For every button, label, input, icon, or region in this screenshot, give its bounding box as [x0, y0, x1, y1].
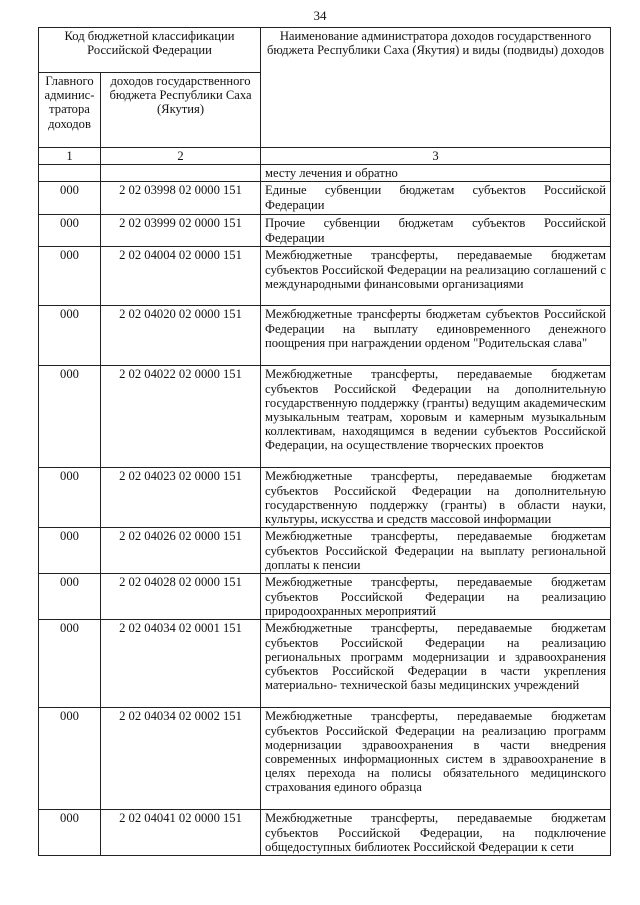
- header-classification-group: Код бюджетной классификации Российской Федерации: [39, 28, 261, 73]
- revenue-name-cell: Межбюджетные трансферты бюджетам субъектов Российской Федерации на выплату единовременного денежного поощрения при награждении орденом "Родительская слава": [261, 306, 611, 366]
- admin-code-cell: 000: [39, 620, 101, 708]
- continuation-name-cell: месту лечения и обратно: [261, 165, 611, 182]
- revenue-name-cell: Межбюджетные трансферты, передаваемые бюджетам субъектов Российской Федерации на дополнительную государственную поддержку (гранты) в области науки, культуры, искусства и средств массовой информации: [261, 468, 611, 528]
- revenue-name-cell: Межбюджетные трансферты, передаваемые бюджетам субъектов Российской Федерации на реализацию программ модернизации здравоохранения в части внедрения современных информационных систем в здравоохранение в целях перехода на полисы обязательного медицинского страхования единого образца: [261, 708, 611, 810]
- revenue-name-cell: Межбюджетные трансферты, передаваемые бюджетам субъектов Российской Федерации на реализацию соглашений с международными финансовыми организациями: [261, 247, 611, 306]
- admin-code-cell: 000: [39, 810, 101, 856]
- budget-classification-table: [38, 27, 611, 856]
- revenue-name-cell: Межбюджетные трансферты, передаваемые бюджетам субъектов Российской Федерации на выплату региональной доплаты к пенсии: [261, 528, 611, 574]
- table-row: [39, 215, 611, 247]
- revenue-code-cell: 2 02 04004 02 0000 151: [101, 247, 261, 306]
- revenue-name-cell: Межбюджетные трансферты, передаваемые бюджетам субъектов Российской Федерации на дополнительную государственную поддержку (гранты) ведущим академическим музыкальным театрам, хоровым и камерным музыкальным коллективам, находящимся в ведении субъектов Российской Федерации, на осуществление творческих проектов: [261, 366, 611, 468]
- revenue-code-cell: 2 02 04041 02 0000 151: [101, 810, 261, 856]
- revenue-code-cell: 2 02 04026 02 0000 151: [101, 528, 261, 574]
- admin-code-cell: 000: [39, 574, 101, 620]
- admin-code-cell: 000: [39, 468, 101, 528]
- page-number: 34: [313, 8, 327, 23]
- column-number-3: 3: [261, 148, 611, 165]
- admin-code-cell: 000: [39, 215, 101, 247]
- header-revenue-column: доходов государственного бюджета Республики Саха (Якутия): [101, 73, 261, 148]
- revenue-code-cell: 2 02 03999 02 0000 151: [101, 215, 261, 247]
- revenue-code-cell: 2 02 04034 02 0001 151: [101, 620, 261, 708]
- revenue-name-cell: Прочие субвенции бюджетам субъектов Российской Федерации: [261, 215, 611, 247]
- revenue-code-cell: 2 02 03998 02 0000 151: [101, 182, 261, 215]
- admin-code-cell: 000: [39, 708, 101, 810]
- admin-code-cell: 000: [39, 182, 101, 215]
- header-admin-column: Главного админис-тратора доходов: [39, 73, 101, 148]
- table-row: [39, 468, 611, 528]
- continuation-code-cell: [101, 165, 261, 182]
- table-row: [39, 810, 611, 856]
- column-number-row: [39, 148, 611, 165]
- header-name-column: Наименование администратора доходов государственного бюджета Республики Саха (Якутия) и виды (подвиды) доходов: [261, 28, 611, 148]
- revenue-code-cell: 2 02 04023 02 0000 151: [101, 468, 261, 528]
- table-row: [39, 528, 611, 574]
- revenue-name-cell: Межбюджетные трансферты, передаваемые бюджетам субъектов Российской Федерации, на подключение общедоступных библиотек Российской Федерации к сети: [261, 810, 611, 856]
- table-row: [39, 306, 611, 366]
- continuation-row: [39, 165, 611, 182]
- table-row: [39, 708, 611, 810]
- header-row-group: [39, 28, 611, 73]
- column-number-2: 2: [101, 148, 261, 165]
- table-row: [39, 574, 611, 620]
- admin-code-cell: 000: [39, 366, 101, 468]
- admin-code-cell: 000: [39, 247, 101, 306]
- revenue-name-cell: Межбюджетные трансферты, передаваемые бюджетам субъектов Российской Федерации на реализацию природоохранных мероприятий: [261, 574, 611, 620]
- table-row: [39, 366, 611, 468]
- revenue-code-cell: 2 02 04020 02 0000 151: [101, 306, 261, 366]
- continuation-admin-cell: [39, 165, 101, 182]
- revenue-code-cell: 2 02 04034 02 0002 151: [101, 708, 261, 810]
- revenue-name-cell: Единые субвенции бюджетам субъектов Российской Федерации: [261, 182, 611, 215]
- revenue-code-cell: 2 02 04022 02 0000 151: [101, 366, 261, 468]
- admin-code-cell: 000: [39, 306, 101, 366]
- table-row: [39, 182, 611, 215]
- admin-code-cell: 000: [39, 528, 101, 574]
- revenue-name-cell: Межбюджетные трансферты, передаваемые бюджетам субъектов Российской Федерации на реализацию региональных программ модернизации и здравоохранения субъектов Российской Федерации в части укрепления материально- технической базы медицинских учреждений: [261, 620, 611, 708]
- revenue-code-cell: 2 02 04028 02 0000 151: [101, 574, 261, 620]
- column-number-1: 1: [39, 148, 101, 165]
- table-row: [39, 247, 611, 306]
- table-row: [39, 620, 611, 708]
